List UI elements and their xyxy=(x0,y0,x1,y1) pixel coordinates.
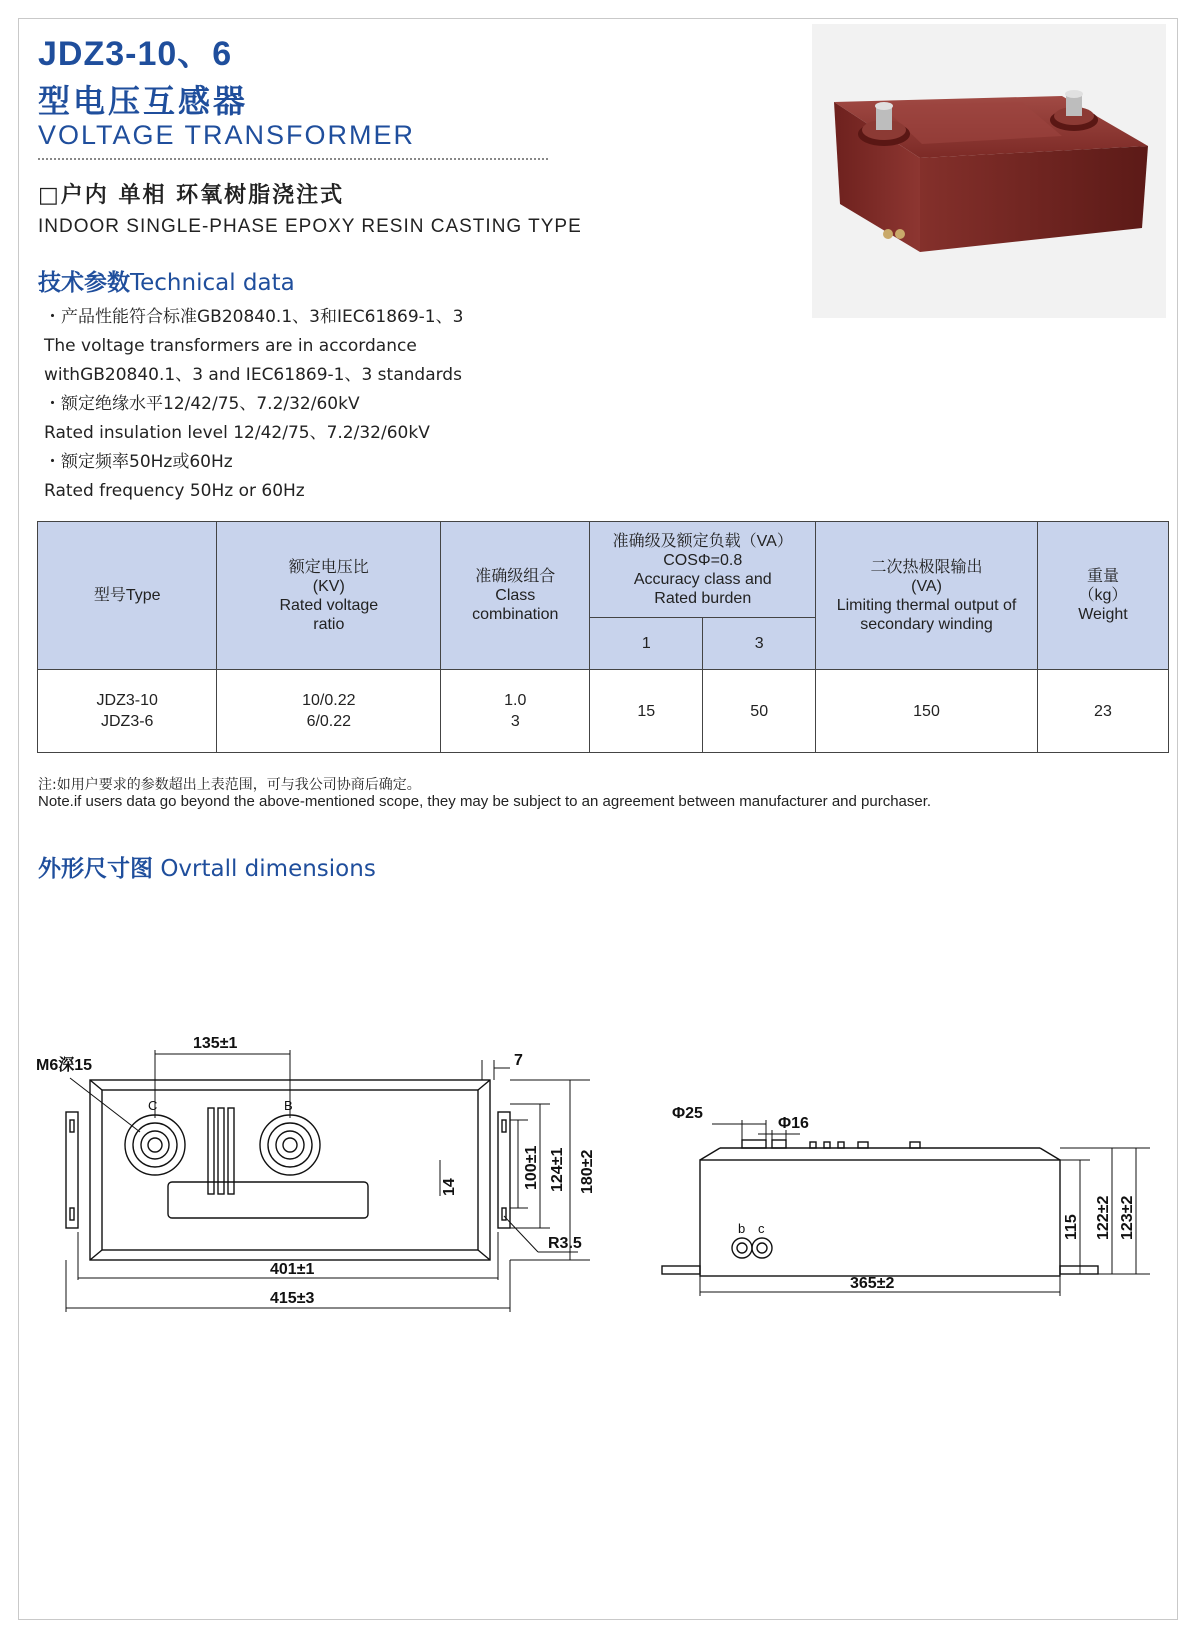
dim-180: 180±2 xyxy=(579,1149,596,1194)
dim-122: 122±2 xyxy=(1095,1195,1112,1240)
subtitle-en: INDOOR SINGLE-PHASE EPOXY RESIN CASTING TYPE xyxy=(38,216,582,237)
dim-401: 401±1 xyxy=(270,1261,315,1278)
terminal-b-label: b xyxy=(738,1221,746,1236)
technical-data-heading xyxy=(38,264,295,297)
note-en: Note.if users data go beyond the above-mentioned scope, they may be subject to an agreement between manufacturer and purchaser. xyxy=(38,793,932,810)
dim-phi25: Φ25 xyxy=(672,1105,703,1122)
header-ratio: 额定电压比 (KV) Rated voltage ratio xyxy=(217,522,441,670)
product-photo xyxy=(812,24,1166,318)
dim-415: 415±3 xyxy=(270,1290,315,1307)
dimensions-heading-en: Ovrtall dimensions xyxy=(160,856,376,882)
dim-r35: R3.5 xyxy=(548,1235,582,1252)
dimensions-heading xyxy=(38,850,376,883)
dim-m6: M6深15 xyxy=(36,1057,93,1074)
dim-123: 123±2 xyxy=(1119,1195,1136,1240)
cell-burden-3: 50 xyxy=(703,670,816,753)
spec-line: The voltage transformers are in accordance xyxy=(44,336,417,356)
terminal-c-label: c xyxy=(758,1221,765,1236)
table-row xyxy=(38,670,1169,753)
spec-line: ・额定绝缘水平12/42/75、7.2/32/60kV xyxy=(44,394,360,414)
title-divider xyxy=(38,158,548,160)
transformer-illustration xyxy=(812,24,1166,318)
technical-heading-en: Technical data xyxy=(130,270,295,296)
top-view-drawing xyxy=(30,1020,630,1340)
spec-line: ・产品性能符合标准GB20840.1、3和IEC61869-1、3 xyxy=(44,307,464,327)
header-thermal: 二次热极限输出 (VA) Limiting thermal output of secondary winding xyxy=(816,522,1038,670)
spec-line: Rated frequency 50Hz or 60Hz xyxy=(44,481,305,501)
dim-100: 100±1 xyxy=(523,1145,540,1190)
dim-14: 14 xyxy=(441,1178,458,1196)
header-burden-class-1: 1 xyxy=(590,618,703,670)
model-title: JDZ3-10、6 xyxy=(38,35,233,73)
header-type: 型号Type xyxy=(38,522,217,670)
cell-weight: 23 xyxy=(1037,670,1168,753)
terminal-c-label: C xyxy=(148,1098,158,1113)
spec-table xyxy=(37,521,1169,753)
product-name-cn: 型电压互感器 xyxy=(38,82,249,120)
spec-line: withGB20840.1、3 and IEC61869-1、3 standards xyxy=(44,365,462,385)
subtitle-cn: □户内 单相 环氧树脂浇注式 xyxy=(38,183,345,208)
cell-burden-1: 15 xyxy=(590,670,703,753)
technical-heading-cn: 技术参数 xyxy=(38,270,130,296)
dimensions-heading-cn: 外形尺寸图 xyxy=(38,856,153,882)
dim-115: 115 xyxy=(1063,1214,1080,1240)
header-burden: 准确级及额定负载（VA） COSΦ=0.8 Accuracy class and Rated burden xyxy=(590,522,816,618)
cell-class: 1.0 3 xyxy=(441,670,590,753)
note-cn: 注:如用户要求的参数超出上表范围，可与我公司协商后确定。 xyxy=(38,777,421,793)
cell-thermal: 150 xyxy=(816,670,1038,753)
dim-365: 365±2 xyxy=(850,1275,895,1292)
cell-type: JDZ3-10 JDZ3-6 xyxy=(38,670,217,753)
dim-135: 135±1 xyxy=(193,1035,238,1052)
header-weight: 重量 （kg） Weight xyxy=(1037,522,1168,670)
cell-ratio: 10/0.22 6/0.22 xyxy=(217,670,441,753)
dim-124: 124±1 xyxy=(549,1147,566,1192)
header-burden-class-3: 3 xyxy=(703,618,816,670)
terminal-b-label: B xyxy=(284,1098,293,1113)
spec-line: Rated insulation level 12/42/75、7.2/32/60kV xyxy=(44,423,430,443)
header-class: 准确级组合 Class combination xyxy=(441,522,590,670)
product-name-en: VOLTAGE TRANSFORMER xyxy=(38,120,416,150)
side-view-drawing xyxy=(660,1090,1180,1320)
dim-phi16: Φ16 xyxy=(778,1115,809,1132)
dim-7: 7 xyxy=(514,1052,523,1069)
spec-line: ・额定频率50Hz或60Hz xyxy=(44,452,233,472)
